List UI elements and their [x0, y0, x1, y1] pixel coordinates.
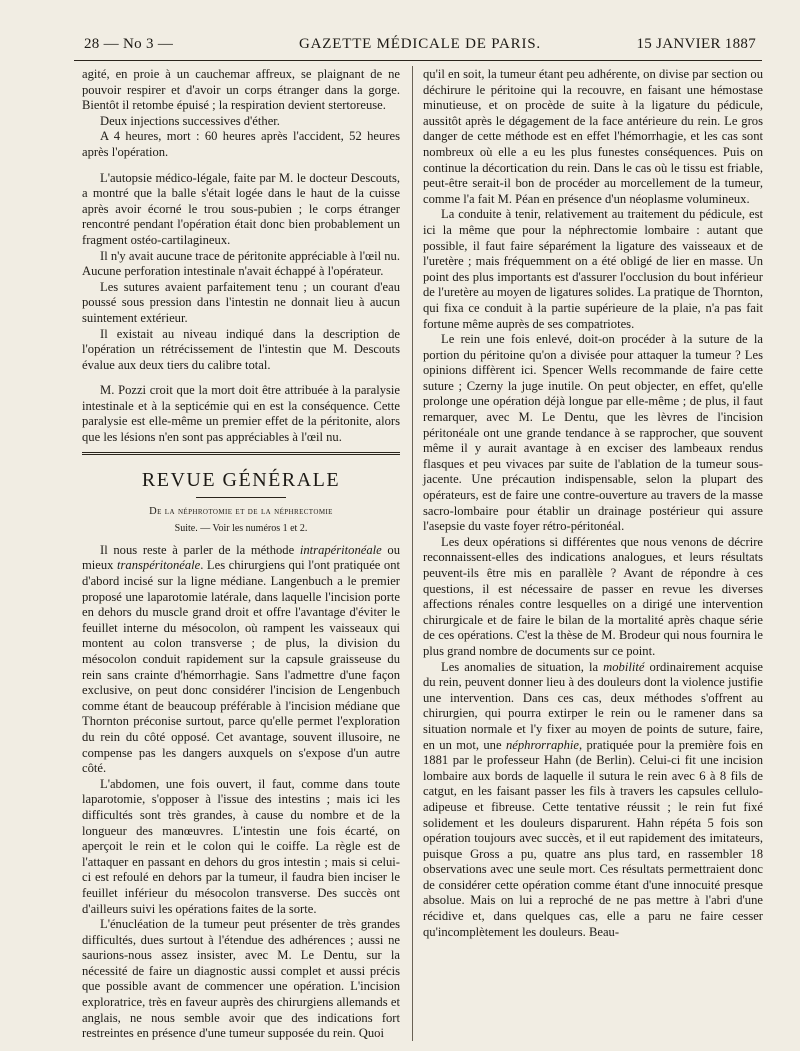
paragraph: Il existait au niveau indiqué dans la description de l'opération un rétrécissement de l'intestin que M. Descouts évalue aux deux tiers du calibre total.: [82, 326, 400, 372]
paragraph: L'autopsie médico-légale, faite par M. le docteur Descouts, a montré que la balle s'était logée dans le haut de la cuisse après avoir écorné le trou sous-pubien ; le corps étranger rencontré pendant l'opération était donc bien probablement un fragment ostéo-cartilagineux.: [82, 170, 400, 247]
paragraph: M. Pozzi croit que la mort doit être attribuée à la paralysie intestinale et à la septicémie qui en est la conséquence. Cette paralysie est elle-même un premier effet de la péritonite, alors que les lésions n'en sont pas appréciables à l'œil nu.: [82, 383, 400, 445]
paragraph: Il nous reste à parler de la méthode intrapéritonéale ou mieux transpéritonéale. Les chirurgiens qui l'ont pratiquée ont d'abord incisé sur la ligne médiane. Langenbuch a le premier proposé une laparotomie latérale, dans laquelle l'incision porte en dehors du muscle grand droit et offre l'avantage d'éviter le feuillet interne du mésocolon, où rampent les vaisseaux qui montent au colon transverse ; de plus, la division du mésocolon conduit rapidement sur la capsule graisseuse du rein sans crainte d'hémorrhagie. Sans l'admettre d'une façon exclusive, on peut donc considérer l'incision de Lengenbuch comme étant de beaucoup préférable à l'incision médiane que Thornton préconise surtout, parce qu'elle permet l'exploration du rein du côté opposé. Cet avantage, souvent illusoire, ne compense pas les dangers auxquels on s'expose d'un autre côté.: [82, 542, 400, 776]
paragraph: Les sutures avaient parfaitement tenu ; un courant d'eau poussé sous pression dans l'intestin ne donnait lieu à aucun suintement extérieur.: [82, 279, 400, 325]
paragraph: Le rein une fois enlevé, doit-on procéder à la suture de la portion du péritoine qu'on a divisée pour attaquer la tumeur ? Les opinions diffèrent ici. Spencer Wells recommande de faire cette suture ; Czerny la juge inutile. On peut objecter, en effet, qu'elle prolonge une opération déjà longue par elle-même ; de plus, il faut remarquer, avec M. Le Dentu, que les lèvres de l'incision péritonéale ont une grande tendance à se rapprocher, que souvent même il y aurait avantage à en exciser des lambeaux rendus flasques et peu vivaces par suite de l'ablation de la tumeur sous-jacente. Une précaution indispensable, selon la plupart des opérateurs, est de faire une contre-ouverture au travers de la masse sacro-lombaire pour établir un drainage postérieur qui assure l'asepsie du vaste foyer rétro-péritonéal.: [423, 332, 763, 534]
column-separator: [412, 66, 413, 1041]
paragraph: L'énucléation de la tumeur peut présenter de très grandes difficultés, dues surtout à l'étendue des adhérences ; aussi ne saurions-nous assez insister, avec M. Le Dentu, sur la nécessité de faire un diagnostic aussi complet et aussi précis que possible avant de commencer une opération. L'incision exploratrice, très en faveur auprès des chirurgiens allemands et anglais, ne nous semble avoir que des indications fort restreintes en présence d'une tumeur supposée du rein. Quoi: [82, 917, 400, 1041]
section-divider: [82, 452, 400, 455]
journal-title: GAZETTE MÉDICALE DE PARIS.: [299, 36, 541, 52]
page-header: [84, 36, 756, 56]
paragraph: qu'il en soit, la tumeur étant peu adhérente, on divise par section ou déchirure le péritoine qui la recouvre, en faisant une hémostase minutieuse, et on procède de suite à la ligature du pédicule, aussitôt après le dégagement de la face antérieure du rein. Le gros danger de cette méthode est en effet l'hémorrhagie, et les cas sont nombreux où elle a eu les plus funestes conséquences. Puis on continue la décortication du rein. Dans le cas où le tissu est friable, peut-être serait-il bon de procéder au morcellement de la tumeur, comme l'a fait M. Péan en présence d'un néoplasme volumineux.: [423, 67, 763, 206]
page-number: 28 — No 3 —: [84, 36, 174, 52]
title-underline: [196, 497, 286, 498]
section-subtitle: De la néphrotomie et de la néphrectomie: [149, 505, 333, 517]
paragraph: L'abdomen, une fois ouvert, il faut, comme dans toute laparotomie, s'opposer à l'issue des intestins ; mais ici les difficultés sont très grandes, à cause du nombre et de la longueur des manœuvres. L'intestin une fois écarté, on aperçoit le rein et le colon qui le coiffe. La règle est de l'attaquer en passant en dehors du gros intestin ; mais si celui-ci est refoulé en dehors par la tumeur, il faudra bien inciser le feuillet inférieur du mésocolon transverse. Des succès ont d'ailleurs suivi les opérations faites de la sorte.: [82, 776, 400, 916]
paragraph: Il n'y avait aucune trace de péritonite appréciable à l'œil nu. Aucune perforation intestinale n'avait échappé à l'opérateur.: [82, 248, 401, 279]
paragraph: Deux injections successives d'éther.: [100, 113, 280, 128]
paragraph: La conduite à tenir, relativement au traitement du pédicule, est ici la même que pour la néphrectomie lombaire : autant que possible, il faut faire séparément la ligature des vaisseaux et de l'uretère ; mais fréquemment on a été obligé de lier en masse. Un point des plus importants est d'assurer l'occlusion du bout inférieur de l'uretère au moyen de ligatures solides. La pratique de Thornton, qui fixa ce conduit à la partie supérieure de la plaie, n'a pas fait fortune même auprès de ses compatriotes.: [423, 207, 763, 331]
paragraph: Les anomalies de situation, la mobilité ordinairement acquise du rein, peuvent donner lieu à des douleurs dont la violence justifie une intervention. Dans ces cas, deux méthodes s'offrent au chirurgien, qui pourra extirper le rein ou le ramener dans sa situation normale et l'y fixer au moyen de points de suture, faire, en un mot, une néphrorraphie, pratiquée pour la première fois en 1881 par le professeur Hahn (de Berlin). Celui-ci fit une incision lombaire aux bords de laquelle il sutura le rein avec 6 à 8 fils de catgut, en les faisant passer les fils à travers les capsules cellulo-adipeuse et fibreuse. Cette tentative réussit ; le rein fut fixé solidement et les douleurs disparurent. Hahn répéta 5 fois son opération toujours avec succès, et il eut rapidement des imitateurs, puisque Gross a pu, quatre ans plus tard, en rassembler 18 observations avec une seule mort. Ces résultats permettraient donc de considérer cette opération comme étant d'une innocuité presque absolue. Mais on lui a reproché de ne pas mettre à l'abri d'une récidive et, dans quelques cas, elle a paru ne faire cesser qu'incomplètement les douleurs. Beau-: [423, 659, 764, 939]
section-title: REVUE GÉNÉRALE: [141, 468, 341, 491]
right-column: [423, 67, 763, 940]
issue-date: 15 JANVIER 1887: [636, 36, 756, 52]
continuation-note: Suite. — Voir les numéros 1 et 2.: [174, 523, 308, 535]
paragraph: Les deux opérations si différentes que nous venons de décrire reconnaissent-elles des indications analogues, et leurs résultats peuvent-ils être mis en parallèle ? Avant de répondre à ces questions, il est nécessaire de passer en revue les diverses affections rénales contre lesquelles on a dirigé une intervention chirurgicale et de faire le bilan de la mortalité après chaque série de ces opérations. C'est la thèse de M. Brodeur qui nous fournira le plus grand nombre de documents sur ce point.: [423, 534, 763, 658]
paragraph: agité, en proie à un cauchemar affreux, se plaignant de ne pouvoir respirer et d'avoir un corps étranger dans la gorge. Bientôt il retombe épuisé ; la respiration devient stertoreuse.: [82, 67, 400, 113]
left-column: [82, 67, 400, 1042]
header-rule: [74, 60, 762, 61]
paragraph: A 4 heures, mort : 60 heures après l'accident, 52 heures après l'opération.: [82, 129, 400, 159]
